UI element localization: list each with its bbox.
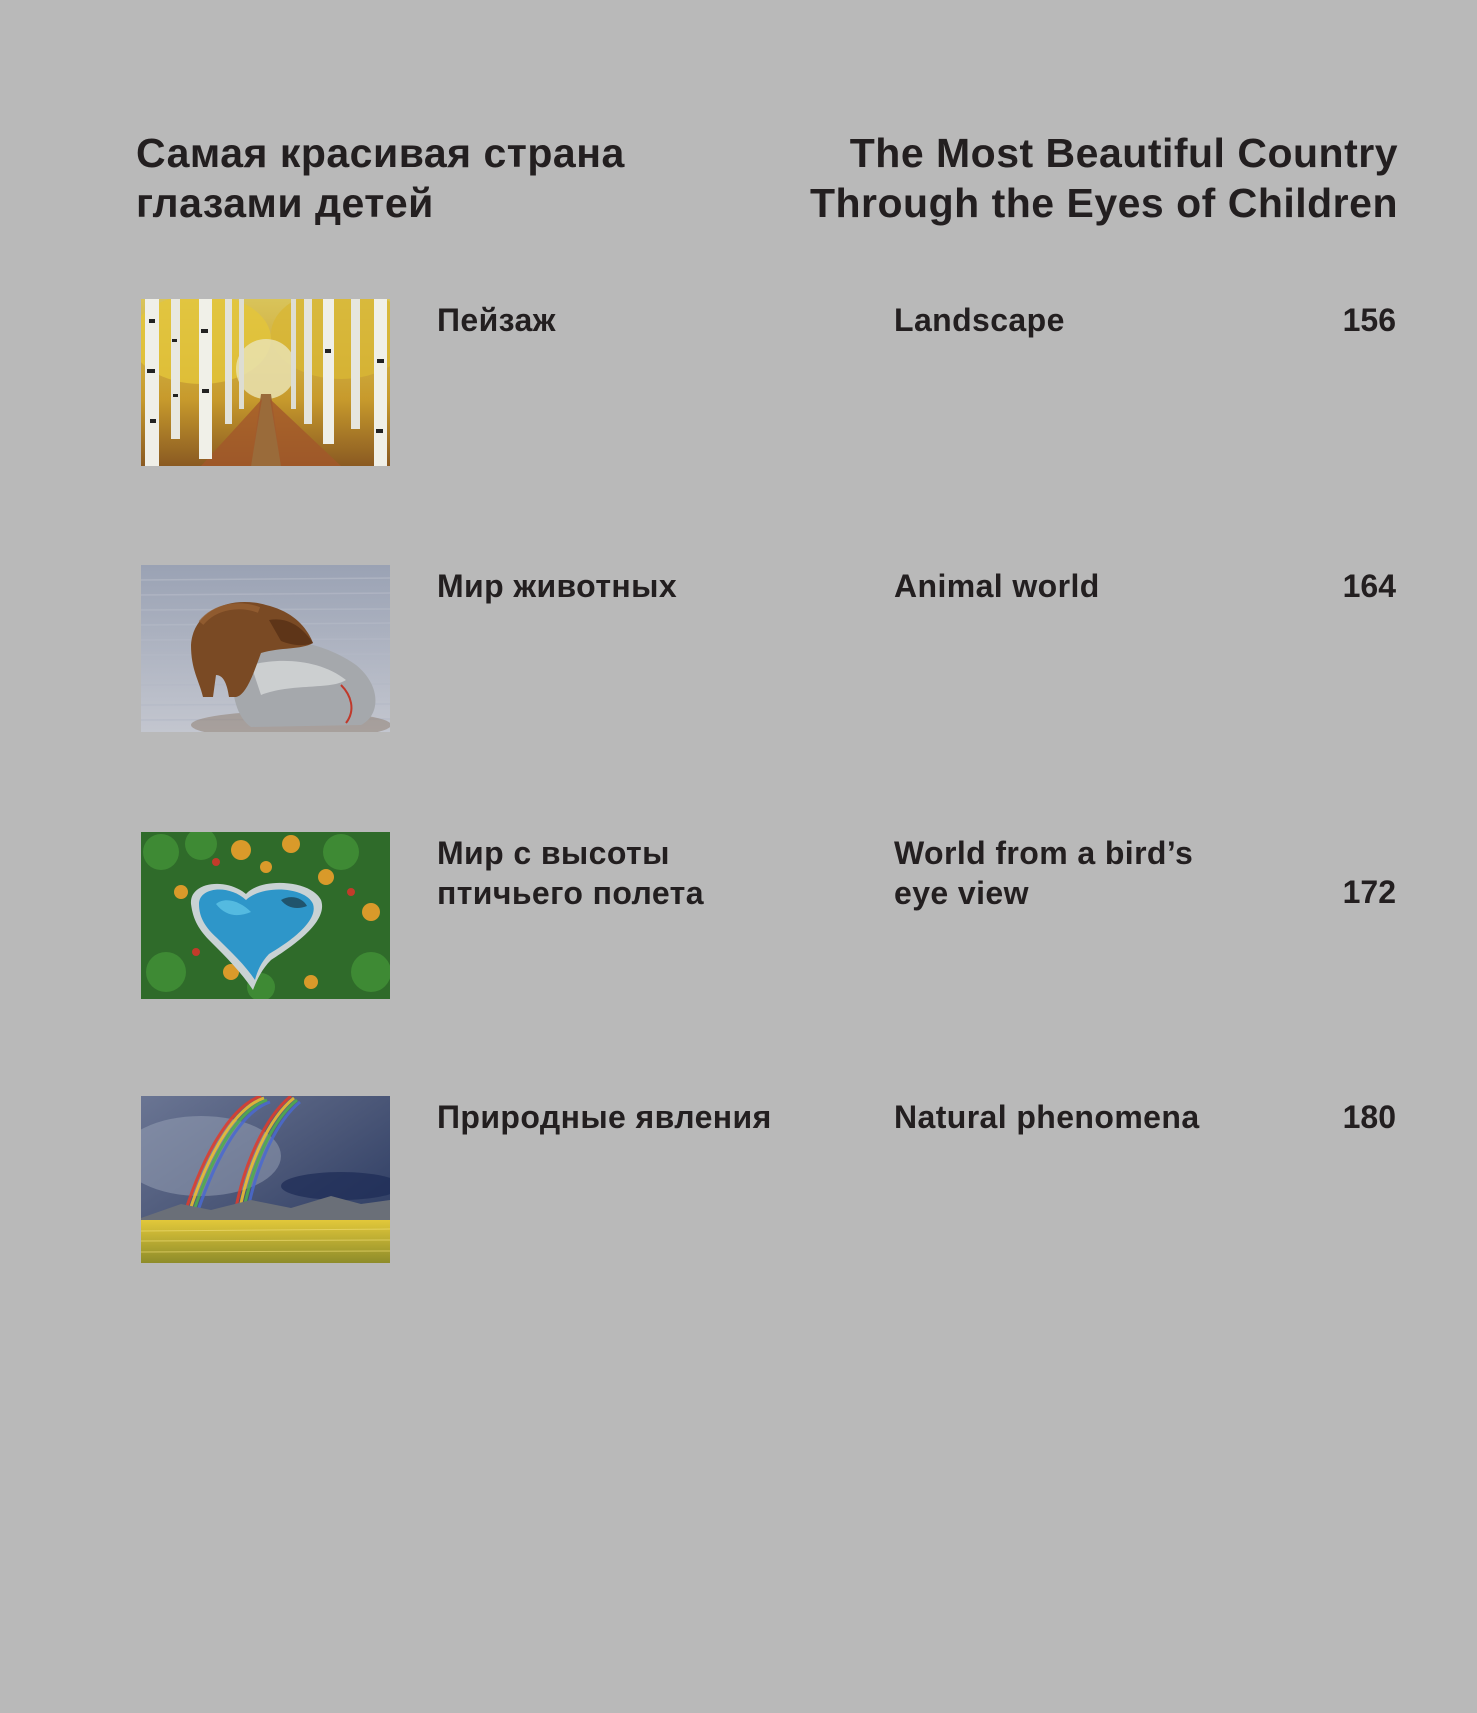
toc-entry-natural-phenomena[interactable] bbox=[0, 1096, 1477, 1266]
entry-title-english: Animal world bbox=[894, 568, 1100, 604]
page-number: 180 bbox=[1342, 1099, 1396, 1135]
entry-title-english: Natural phenomena bbox=[894, 1099, 1200, 1135]
entry-title-russian: Мир с высоты птичьего полета bbox=[437, 835, 704, 911]
page-title-russian: Самая красивая страна глазами детей bbox=[136, 130, 625, 226]
entry-title-russian: Природные явления bbox=[437, 1099, 772, 1135]
entry-title-russian: Мир животных bbox=[437, 568, 678, 604]
entry-title-english: World from a bird’s eye view bbox=[894, 835, 1194, 911]
page-number: 156 bbox=[1342, 302, 1396, 338]
page-number: 164 bbox=[1342, 568, 1396, 604]
toc-entry-birds-eye-view[interactable] bbox=[0, 832, 1477, 1002]
bear-on-rock-photo bbox=[141, 565, 390, 732]
toc-entry-animal-world[interactable] bbox=[0, 565, 1477, 735]
birch-forest-photo bbox=[141, 299, 390, 466]
heart-lake-aerial-photo bbox=[141, 832, 390, 999]
double-rainbow-photo bbox=[141, 1096, 390, 1263]
page-title-english: The Most Beautiful Country Through the Eyes of Children bbox=[809, 130, 1398, 226]
entry-title-english: Landscape bbox=[894, 302, 1065, 338]
toc-entry-landscape[interactable] bbox=[0, 299, 1477, 469]
entry-title-russian: Пейзаж bbox=[437, 302, 556, 338]
page-number: 172 bbox=[1342, 874, 1396, 910]
